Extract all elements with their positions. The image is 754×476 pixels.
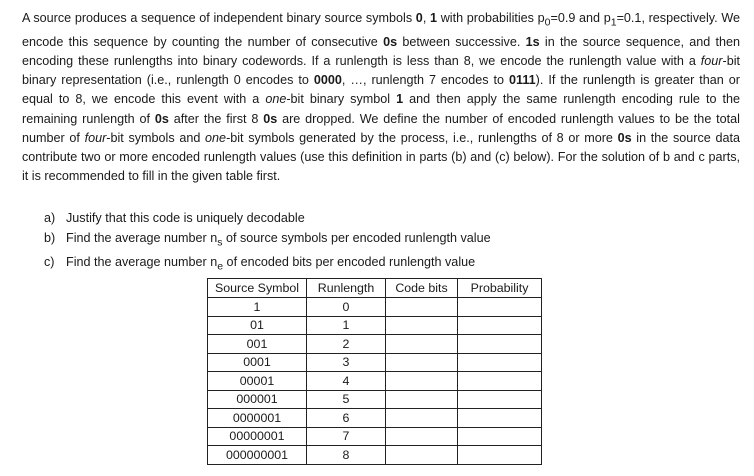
symbol-zero: 0 — [415, 11, 423, 25]
bold-term: 0s — [617, 130, 632, 145]
cell-probability[interactable] — [458, 446, 542, 465]
cell-source-symbol: 000000001 — [208, 446, 307, 465]
part-c-marker: c) — [44, 254, 55, 269]
cell-code-bits[interactable] — [386, 353, 458, 372]
cell-probability[interactable] — [458, 409, 542, 428]
text-run: -bit binary symbol — [286, 92, 397, 107]
cell-source-symbol: 000001 — [208, 390, 307, 409]
cell-code-bits[interactable] — [386, 372, 458, 391]
question-parts — [44, 209, 491, 277]
cell-runlength: 8 — [307, 446, 386, 465]
text-run: =0.9 and p — [550, 11, 611, 25]
italic-term: one — [265, 92, 287, 107]
bold-term: 0s — [383, 34, 398, 49]
italic-term: one — [205, 130, 227, 145]
cell-source-symbol: 001 — [208, 335, 307, 354]
bold-term: 0000 — [313, 73, 342, 88]
table-row — [208, 316, 542, 335]
bold-term: 0s — [154, 111, 169, 126]
text-run: with probabilities p — [437, 11, 545, 25]
cell-probability[interactable] — [458, 298, 542, 317]
text-run: -bit symbols and — [106, 130, 206, 145]
cell-runlength: 6 — [307, 409, 386, 428]
cell-code-bits[interactable] — [386, 446, 458, 465]
text-run: in the source data contribute two or more encoded runlength values (use this definition in parts (b) and (c) below). For the solution of b and c parts, it is recommended to fill in the given table first. — [22, 130, 740, 184]
part-b-post: of source symbols per encoded runlength value — [222, 230, 491, 245]
runlength-table — [207, 278, 542, 465]
table-row — [208, 390, 542, 409]
header-source-symbol: Source Symbol — [208, 279, 307, 298]
subscript-zero: 0 — [544, 16, 551, 29]
part-b-marker: b) — [44, 230, 56, 245]
bold-term: 0s — [263, 111, 278, 126]
text-run: ). If the runlength is greater than or equal to 8, we encode this event with a — [22, 73, 740, 107]
cell-probability[interactable] — [458, 353, 542, 372]
text-run: -bit binary representation (i.e., runlength 0 encodes to — [22, 53, 740, 88]
cell-runlength: 1 — [307, 316, 386, 335]
text-run: A source produces a sequence of independent binary source symbols — [22, 11, 416, 25]
cell-runlength: 2 — [307, 335, 386, 354]
text-run: , — [422, 11, 430, 25]
text-run: after the first 8 — [168, 111, 264, 126]
subscript-one: 1 — [610, 16, 617, 29]
italic-term: four — [700, 53, 723, 68]
table-row — [208, 353, 542, 372]
bold-term: 0111 — [509, 73, 536, 88]
header-runlength: Runlength — [307, 279, 386, 298]
cell-code-bits[interactable] — [386, 298, 458, 317]
cell-runlength: 3 — [307, 353, 386, 372]
cell-source-symbol: 1 — [208, 298, 307, 317]
text-run: in the source sequence, and then encoding these runlengths into binary codewords. If a runlength is less than 8, we encode the runlength value with a — [22, 34, 741, 68]
symbol-one: 1 — [430, 11, 438, 25]
part-c — [44, 253, 491, 277]
text-run: , …, runlength 7 encodes to — [341, 73, 510, 88]
part-a-marker: a) — [44, 211, 56, 225]
text-run: are dropped. We define the number of encoded runlength values to be the total number of — [22, 111, 740, 145]
cell-code-bits[interactable] — [386, 390, 458, 409]
cell-runlength: 5 — [307, 390, 386, 409]
table-row — [208, 372, 542, 391]
italic-term: four — [84, 130, 107, 145]
text-run: =0.1, respectively. We encode this sequence by counting the number of consecutive — [22, 11, 741, 49]
table-body — [208, 298, 542, 465]
table-row — [208, 427, 542, 446]
cell-source-symbol: 00001 — [208, 372, 307, 391]
cell-source-symbol: 0001 — [208, 353, 307, 372]
part-c-pre: Find the average number n — [66, 254, 218, 269]
header-code-bits: Code bits — [386, 279, 458, 298]
part-c-subscript: e — [217, 260, 224, 273]
cell-code-bits[interactable] — [386, 335, 458, 354]
text-run: -bit symbols generated by the process, i.e., runlengths of 8 or more — [226, 130, 618, 145]
part-b-pre: Find the average number n — [66, 230, 218, 245]
table-header-row — [208, 279, 542, 298]
part-c-post: of encoded bits per encoded runlength value — [223, 254, 476, 269]
cell-code-bits[interactable] — [386, 316, 458, 335]
table-row — [208, 335, 542, 354]
cell-probability[interactable] — [458, 390, 542, 409]
problem-statement — [22, 9, 740, 186]
cell-code-bits[interactable] — [386, 427, 458, 446]
cell-source-symbol: 00000001 — [208, 427, 307, 446]
table-row — [208, 409, 542, 428]
part-c-text — [66, 253, 475, 277]
cell-probability[interactable] — [458, 335, 542, 354]
cell-runlength: 4 — [307, 372, 386, 391]
cell-runlength: 7 — [307, 427, 386, 446]
part-a — [44, 209, 491, 229]
part-b — [44, 229, 491, 253]
text-run: and then apply the same runlength encoding rule to the remaining runlength of — [22, 92, 740, 126]
part-b-subscript: s — [217, 236, 223, 249]
bold-term: 1 — [396, 92, 404, 107]
cell-source-symbol: 0000001 — [208, 409, 307, 428]
part-a-text: Justify that this code is uniquely decodable — [66, 211, 305, 225]
bold-term: 1s — [525, 34, 540, 49]
cell-probability[interactable] — [458, 316, 542, 335]
cell-probability[interactable] — [458, 427, 542, 446]
text-run: between successive. — [397, 34, 526, 49]
cell-code-bits[interactable] — [386, 409, 458, 428]
cell-probability[interactable] — [458, 372, 542, 391]
header-probability: Probability — [458, 279, 542, 298]
table-row — [208, 446, 542, 465]
cell-source-symbol: 01 — [208, 316, 307, 335]
part-b-text — [66, 229, 491, 253]
cell-runlength: 0 — [307, 298, 386, 317]
table-row — [208, 298, 542, 317]
